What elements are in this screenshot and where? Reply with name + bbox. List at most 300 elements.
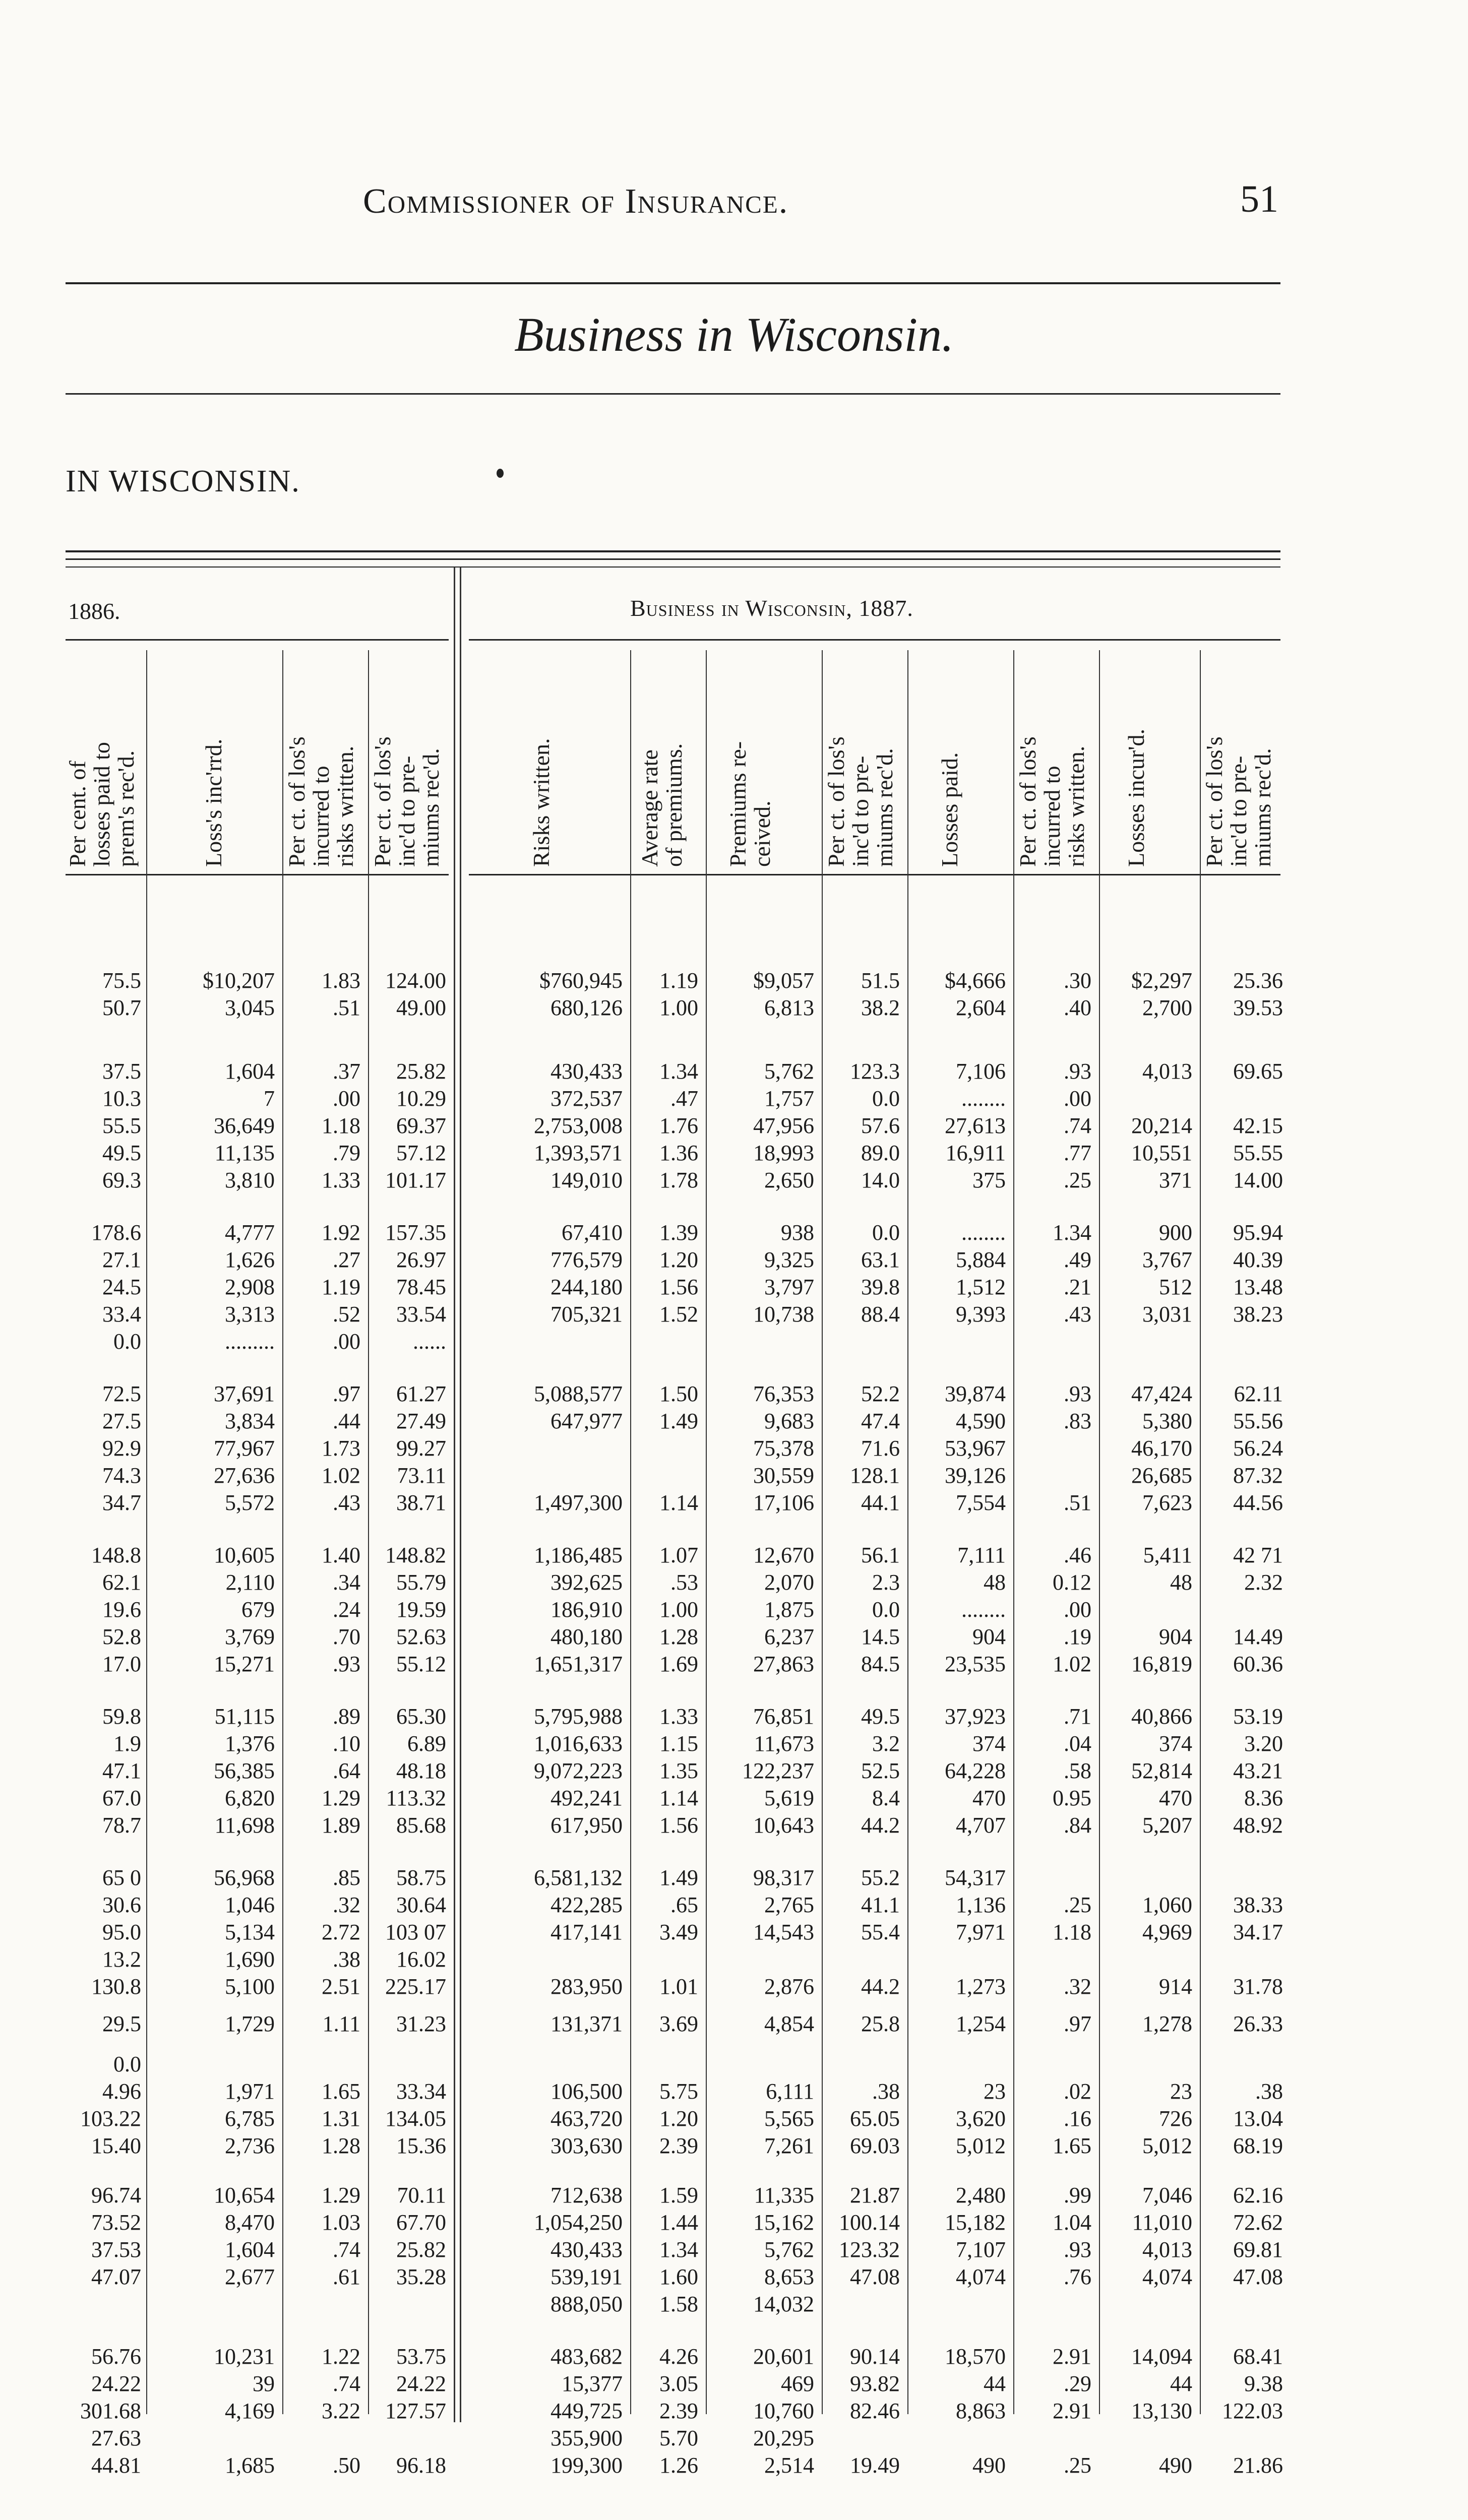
table-row <box>0 1731 1468 1758</box>
table-row <box>0 1974 1468 2001</box>
table-cell: 5.75 <box>659 2079 698 2104</box>
table-cell: 1.34 <box>659 2237 698 2262</box>
table-row <box>0 1785 1468 1812</box>
table-cell: 375 <box>972 1168 1006 1192</box>
table-cell: 11,673 <box>754 1731 814 1756</box>
table-cell: 1.26 <box>659 2453 698 2478</box>
table-row <box>0 1812 1468 1840</box>
table-cell: 131,371 <box>550 2011 623 2036</box>
table-row <box>0 2344 1468 2371</box>
table-cell: 647,977 <box>550 1409 623 1433</box>
table-cell: 417,141 <box>550 1920 623 1944</box>
table-cell: 52.2 <box>861 1381 900 1406</box>
table-cell: 15,162 <box>753 2210 814 2235</box>
table-cell: 76,353 <box>753 1381 814 1406</box>
table-cell: 470 <box>1159 1786 1192 1810</box>
table-cell: 7,971 <box>956 1920 1006 1944</box>
table-cell: 0.0 <box>872 1597 900 1622</box>
table-cell: 11,335 <box>754 2183 814 2208</box>
table-cell: 4,777 <box>225 1220 275 1245</box>
table-cell: 19.49 <box>850 2453 900 2478</box>
table-cell: 5,762 <box>764 2237 814 2262</box>
table-cell: 34.7 <box>102 1490 141 1515</box>
table-cell: .46 <box>1064 1543 1091 1567</box>
table-cell: 1,046 <box>225 1893 275 1917</box>
table-row <box>0 1301 1468 1329</box>
table-row <box>0 2051 1468 2078</box>
table-cell: .97 <box>333 1381 360 1406</box>
table-cell: .38 <box>1255 2079 1283 2104</box>
table-cell: 55.5 <box>102 1113 141 1138</box>
col-header-pct-losses-paid-1886: Per cent. of losses paid to prem's rec'd. <box>65 742 139 867</box>
table-cell: 82.46 <box>850 2399 900 2423</box>
table-cell: .30 <box>1064 968 1091 993</box>
table-row <box>0 1758 1468 1785</box>
table-cell: 44.56 <box>1233 1490 1283 1515</box>
table-cell: 469 <box>781 2371 814 2396</box>
table-cell: 3.69 <box>659 2011 698 2036</box>
table-cell: 39,874 <box>945 1381 1006 1406</box>
table-cell: 355,900 <box>550 2426 623 2450</box>
table-cell: 2,514 <box>764 2453 814 2478</box>
table-cell: 61.27 <box>396 1381 446 1406</box>
table-cell: 33.34 <box>396 2079 446 2104</box>
table-cell: 25.82 <box>396 1059 446 1084</box>
table-cell: 31.78 <box>1233 1974 1283 1999</box>
table-cell: 1,054,250 <box>534 2210 623 2235</box>
table-cell: 39 <box>253 2371 275 2396</box>
table-cell: 54,317 <box>945 1865 1006 1890</box>
table-row <box>0 1892 1468 1919</box>
table-cell: 69.37 <box>396 1113 446 1138</box>
colhead-rule-1886 <box>66 874 449 875</box>
table-row <box>0 2264 1468 2291</box>
table-cell: .00 <box>333 1086 360 1111</box>
table-cell: 157.35 <box>385 1220 446 1245</box>
state-heading: IN WISCONSIN. <box>66 464 300 498</box>
table-cell: 33.54 <box>396 1302 446 1327</box>
table-cell: .21 <box>1064 1275 1091 1299</box>
table-row <box>0 1167 1468 1194</box>
table-cell: 3.20 <box>1244 1731 1283 1756</box>
table-cell: .00 <box>333 1329 360 1354</box>
table-row <box>0 1086 1468 1113</box>
table-cell: 1,971 <box>225 2079 275 2104</box>
running-head-title: Commissioner of Insurance. <box>363 182 789 221</box>
col-header-losses-incurred-1886: Loss's inc'rrd. <box>201 738 226 867</box>
table-cell: .93 <box>333 1652 360 1676</box>
table-cell: 65.30 <box>396 1704 446 1729</box>
table-cell: 10,231 <box>214 2344 275 2369</box>
table-cell: 48 <box>984 1570 1006 1595</box>
table-cell: 122.03 <box>1222 2399 1283 2423</box>
table-cell: 7,261 <box>764 2133 814 2158</box>
table-cell: 25.8 <box>861 2011 900 2036</box>
table-cell: 0.0 <box>872 1220 900 1245</box>
table-cell: 96.74 <box>91 2183 141 2208</box>
table-row <box>0 1381 1468 1408</box>
table-cell: 55.55 <box>1233 1141 1283 1165</box>
table-cell: 30,559 <box>753 1463 814 1488</box>
table-cell: 14,094 <box>1131 2344 1192 2369</box>
table-cell: 17.0 <box>102 1652 141 1676</box>
table-cell: 0.0 <box>872 1086 900 1111</box>
table-cell: 2,604 <box>956 995 1006 1020</box>
table-cell: 55.2 <box>861 1865 900 1890</box>
table-cell: 55.56 <box>1233 1409 1283 1433</box>
table-cell: 14.5 <box>861 1624 900 1649</box>
table-cell: 27.63 <box>91 2426 141 2450</box>
table-cell: 7,111 <box>957 1543 1006 1567</box>
table-cell: 26.97 <box>396 1247 446 1272</box>
table-cell: 15.40 <box>91 2133 141 2158</box>
table-cell: 14.0 <box>861 1168 900 1192</box>
table-cell: 23 <box>1170 2079 1192 2104</box>
table-cell: 4,074 <box>956 2264 1006 2289</box>
table-row <box>0 1058 1468 1086</box>
table-cell: 113.32 <box>386 1786 446 1810</box>
table-cell: .44 <box>333 1409 360 1433</box>
table-cell: 15,271 <box>214 1652 275 1676</box>
table-cell: 371 <box>1159 1168 1192 1192</box>
table-cell: 128.1 <box>850 1463 900 1488</box>
table-cell: 43.21 <box>1233 1758 1283 1783</box>
table-cell: 27.49 <box>396 1409 446 1433</box>
table-cell: .40 <box>1064 995 1091 1020</box>
table-cell: 4,013 <box>1142 2237 1192 2262</box>
table-cell: 11,135 <box>214 1141 275 1165</box>
table-cell: 92.9 <box>102 1436 141 1461</box>
table-cell: 1.19 <box>659 968 698 993</box>
table-cell: 123.3 <box>850 1059 900 1084</box>
table-cell: 1.92 <box>322 1220 360 1245</box>
table-cell: 1.69 <box>659 1652 698 1676</box>
table-cell: 106,500 <box>550 2079 623 2104</box>
table-cell: 449,725 <box>550 2399 623 2423</box>
table-cell: 38.71 <box>396 1490 446 1515</box>
table-cell: 492,241 <box>550 1786 623 1810</box>
table-cell: 1.33 <box>659 1704 698 1729</box>
table-cell: 1.60 <box>659 2264 698 2289</box>
table-row <box>0 1865 1468 1892</box>
table-cell: 20,295 <box>753 2426 814 2450</box>
table-cell: 463,720 <box>550 2106 623 2131</box>
col-header-pct-incurred-risks-1886: Per ct. of los's incurred to risks written. <box>284 736 358 867</box>
table-cell: 9,325 <box>764 1247 814 1272</box>
table-cell: 10,760 <box>753 2399 814 2423</box>
table-cell: 13,130 <box>1131 2399 1192 2423</box>
table-cell: .71 <box>1064 1704 1091 1729</box>
table-cell: 56.76 <box>91 2344 141 2369</box>
table-cell: 20,214 <box>1131 1113 1192 1138</box>
table-row <box>0 1597 1468 1624</box>
table-cell: 2.3 <box>872 1570 900 1595</box>
table-cell: 1.34 <box>659 1059 698 1084</box>
table-cell: 88.4 <box>861 1302 900 1327</box>
table-cell: 3.49 <box>659 1920 698 1944</box>
table-cell: 5,012 <box>1142 2133 1192 2158</box>
table-cell: .83 <box>1064 1409 1091 1433</box>
table-cell: 5,380 <box>1142 1409 1192 1433</box>
table-cell: 78.45 <box>396 1275 446 1299</box>
table-cell: .38 <box>872 2079 900 2104</box>
table-cell: 512 <box>1159 1275 1192 1299</box>
table-cell: 73.52 <box>91 2210 141 2235</box>
table-cell: .74 <box>1064 1113 1091 1138</box>
table-row <box>0 1408 1468 1435</box>
table-cell: 69.65 <box>1233 1059 1283 1084</box>
table-row <box>0 1919 1468 1946</box>
table-cell: 1,254 <box>956 2011 1006 2036</box>
table-cell: 617,950 <box>550 1813 623 1838</box>
table-cell: 1,376 <box>225 1731 275 1756</box>
table-cell: .32 <box>1064 1974 1091 1999</box>
table-cell: 2.39 <box>659 2133 698 2158</box>
table-cell: 18,993 <box>753 1141 814 1165</box>
table-cell: 58.75 <box>396 1865 446 1890</box>
table-cell: 7,623 <box>1142 1490 1192 1515</box>
table-cell: 1.15 <box>659 1731 698 1756</box>
table-cell: 47.08 <box>1233 2264 1283 2289</box>
table-cell: 70.11 <box>397 2183 446 2208</box>
table-cell: 14,032 <box>753 2292 814 2316</box>
table-cell: 9,072,223 <box>534 1758 623 1783</box>
table-cell: 33.4 <box>102 1302 141 1327</box>
table-cell: 16,819 <box>1131 1652 1192 1676</box>
table-cell: 5.70 <box>659 2426 698 2450</box>
table-row <box>0 2078 1468 2106</box>
table-cell: 1,651,317 <box>534 1652 623 1676</box>
table-cell: 0.12 <box>1053 1570 1091 1595</box>
table-cell: 178.6 <box>91 1220 141 1245</box>
table-cell: 1,757 <box>764 1086 814 1111</box>
table-cell: 1.59 <box>659 2183 698 2208</box>
table-cell: 99.27 <box>396 1436 446 1461</box>
table-cell: 30.64 <box>396 1893 446 1917</box>
table-cell: .53 <box>670 1570 698 1595</box>
table-cell: 59.8 <box>102 1704 141 1729</box>
table-row <box>0 1329 1468 1356</box>
table-cell: 44.2 <box>861 1813 900 1838</box>
table-cell: 470 <box>972 1786 1006 1810</box>
table-cell: 5,411 <box>1143 1543 1192 1567</box>
table-cell: .52 <box>333 1302 360 1327</box>
table-cell: 1,512 <box>956 1275 1006 1299</box>
table-row <box>0 2371 1468 2398</box>
table-cell: 72.62 <box>1233 2210 1283 2235</box>
table-cell: 1.58 <box>659 2292 698 2316</box>
table-cell: 1,060 <box>1142 1893 1192 1917</box>
table-cell: 1.31 <box>322 2106 360 2131</box>
table-cell: 5,572 <box>225 1490 275 1515</box>
table-cell: 13.04 <box>1233 2106 1283 2131</box>
table-cell: 679 <box>241 1597 275 1622</box>
table-cell: 2,765 <box>764 1893 814 1917</box>
table-cell: 7,107 <box>956 2237 1006 2262</box>
table-cell: 4,169 <box>225 2399 275 2423</box>
table-cell: 1.19 <box>322 1275 360 1299</box>
table-cell: 1.34 <box>1053 1220 1091 1245</box>
header-rule-1886 <box>66 639 449 641</box>
table-cell: 5,012 <box>956 2133 1006 2158</box>
table-cell: 148.8 <box>91 1543 141 1567</box>
table-cell: 1.65 <box>1053 2133 1091 2158</box>
table-cell: .93 <box>1064 1059 1091 1084</box>
col-header-losses-incurred: Losses incur'd. <box>1123 728 1149 867</box>
table-cell: 44.1 <box>861 1490 900 1515</box>
table-cell: 1.40 <box>322 1543 360 1567</box>
table-cell: .38 <box>333 1947 360 1972</box>
table-cell: 1.22 <box>322 2344 360 2369</box>
table-cell: 31.23 <box>396 2011 446 2036</box>
table-cell: 1.01 <box>659 1974 698 1999</box>
table-cell: 44 <box>984 2371 1006 2396</box>
table-cell: 712,638 <box>550 2183 623 2208</box>
table-cell: 68.41 <box>1233 2344 1283 2369</box>
table-top-rule-3 <box>66 566 1280 568</box>
table-cell: 2,110 <box>225 1570 275 1595</box>
table-cell: 39.53 <box>1233 995 1283 1020</box>
table-cell: .27 <box>333 1247 360 1272</box>
table-cell: 100.14 <box>839 2210 900 2235</box>
table-cell: 69.3 <box>102 1168 141 1192</box>
table-cell: 1.29 <box>322 2183 360 2208</box>
table-cell: .00 <box>1064 1086 1091 1111</box>
table-cell: 44.81 <box>91 2453 141 2478</box>
table-cell: 15.36 <box>396 2133 446 2158</box>
table-cell: 2,876 <box>764 1974 814 1999</box>
table-cell: 372,537 <box>550 1086 623 1111</box>
table-cell: 40,866 <box>1131 1704 1192 1729</box>
table-cell: .76 <box>1064 2264 1091 2289</box>
table-cell: 87.32 <box>1233 1463 1283 1488</box>
table-cell: 10.3 <box>102 1086 141 1111</box>
table-cell: 13.2 <box>102 1947 141 1972</box>
table-cell: 1.33 <box>322 1168 360 1192</box>
table-row <box>0 1247 1468 1274</box>
table-cell: 3,767 <box>1142 1247 1192 1272</box>
table-cell: .89 <box>333 1704 360 1729</box>
table-cell: 74.3 <box>102 1463 141 1488</box>
table-cell: 56,968 <box>214 1865 275 1890</box>
table-cell: 6,785 <box>225 2106 275 2131</box>
table-cell: .50 <box>333 2453 360 2478</box>
table-top-rule <box>66 550 1280 552</box>
table-cell: 16,911 <box>945 1141 1006 1165</box>
table-cell: 1,685 <box>225 2453 275 2478</box>
table-cell: 23 <box>984 2079 1006 2104</box>
table-cell: 1.78 <box>659 1168 698 1192</box>
table-cell: .24 <box>333 1597 360 1622</box>
table-cell: 24.22 <box>396 2371 446 2396</box>
table-cell: .47 <box>670 1086 698 1111</box>
table-cell: .74 <box>333 2371 360 2396</box>
page-subtitle: Business in Wisconsin. <box>514 307 954 361</box>
table-cell: 1.02 <box>322 1463 360 1488</box>
table-cell: 75.5 <box>102 968 141 993</box>
table-cell: 2.39 <box>659 2399 698 2423</box>
table-cell: 726 <box>1159 2106 1192 2131</box>
table-cell: 1,729 <box>225 2011 275 2036</box>
table-cell: 78.7 <box>102 1813 141 1838</box>
table-cell: 1.04 <box>1053 2210 1091 2235</box>
table-cell: .84 <box>1064 1813 1091 1838</box>
table-cell: 1.44 <box>659 2210 698 2235</box>
table-cell: 103 07 <box>385 1920 446 1944</box>
table-cell: 1,875 <box>764 1597 814 1622</box>
table-cell: 9.38 <box>1244 2371 1283 2396</box>
table-cell: 430,433 <box>550 2237 623 2262</box>
table-cell: 29.5 <box>102 2011 141 2036</box>
table-cell: 95.0 <box>102 1920 141 1944</box>
table-cell: 21.87 <box>850 2183 900 2208</box>
table-cell: 2,908 <box>225 1275 275 1299</box>
table-cell: 374 <box>1159 1731 1192 1756</box>
table-cell: 36,649 <box>214 1113 275 1138</box>
table-cell: 888,050 <box>550 2292 623 2316</box>
table-cell: 47,956 <box>753 1113 814 1138</box>
table-cell: 20,601 <box>753 2344 814 2369</box>
table-cell: 11,010 <box>1132 2210 1192 2235</box>
table-row <box>0 1220 1468 1247</box>
table-cell: 10,654 <box>214 2183 275 2208</box>
table-cell: 6,581,132 <box>534 1865 623 1890</box>
col-header-pct-incurred-premiums-b: Per ct. of los's inc'd to pre- miums rec'd. <box>1201 736 1275 867</box>
table-cell: 1,186,485 <box>534 1543 623 1567</box>
table-cell: 77,967 <box>214 1436 275 1461</box>
table-top-rule-2 <box>66 558 1280 560</box>
table-cell: 24.5 <box>102 1275 141 1299</box>
table-cell: 64,228 <box>945 1758 1006 1783</box>
table-cell: .51 <box>333 995 360 1020</box>
table-cell: 5,088,577 <box>534 1381 623 1406</box>
table-cell: 483,682 <box>550 2344 623 2369</box>
table-cell: 47.08 <box>850 2264 900 2289</box>
table-cell: 75,378 <box>753 1436 814 1461</box>
table-cell: .85 <box>333 1865 360 1890</box>
table-cell: 48.18 <box>396 1758 446 1783</box>
table-cell: 3,797 <box>764 1275 814 1299</box>
table-cell: 62.1 <box>102 1570 141 1595</box>
table-cell: 5,565 <box>764 2106 814 2131</box>
table-cell: 27,863 <box>753 1652 814 1676</box>
table-cell: 38.23 <box>1233 1302 1283 1327</box>
table-cell: 2,070 <box>764 1570 814 1595</box>
table-cell: 47,424 <box>1131 1381 1192 1406</box>
table-cell: 4,969 <box>1142 1920 1192 1944</box>
table-cell: .58 <box>1064 1758 1091 1783</box>
table-cell: 1.83 <box>322 968 360 993</box>
table-cell: .99 <box>1064 2183 1091 2208</box>
table-cell: 1.39 <box>659 1220 698 1245</box>
table-row <box>0 2011 1468 2038</box>
table-cell: 101.17 <box>385 1168 446 1192</box>
table-cell: 25.82 <box>396 2237 446 2262</box>
table-row <box>0 1274 1468 1301</box>
table-cell: 47.1 <box>102 1758 141 1783</box>
table-cell: 225.17 <box>385 1974 446 1999</box>
table-cell: 8.4 <box>872 1786 900 1810</box>
table-cell: 3,620 <box>956 2106 1006 2131</box>
table-cell: 56.1 <box>861 1543 900 1567</box>
table-cell: 44.2 <box>861 1974 900 1999</box>
rule-below-subtitle <box>66 393 1280 395</box>
table-row <box>0 995 1468 1022</box>
rule-top <box>66 282 1280 284</box>
table-cell: 4,013 <box>1142 1059 1192 1084</box>
table-cell: 5,207 <box>1142 1813 1192 1838</box>
table-cell: 10,738 <box>753 1302 814 1327</box>
